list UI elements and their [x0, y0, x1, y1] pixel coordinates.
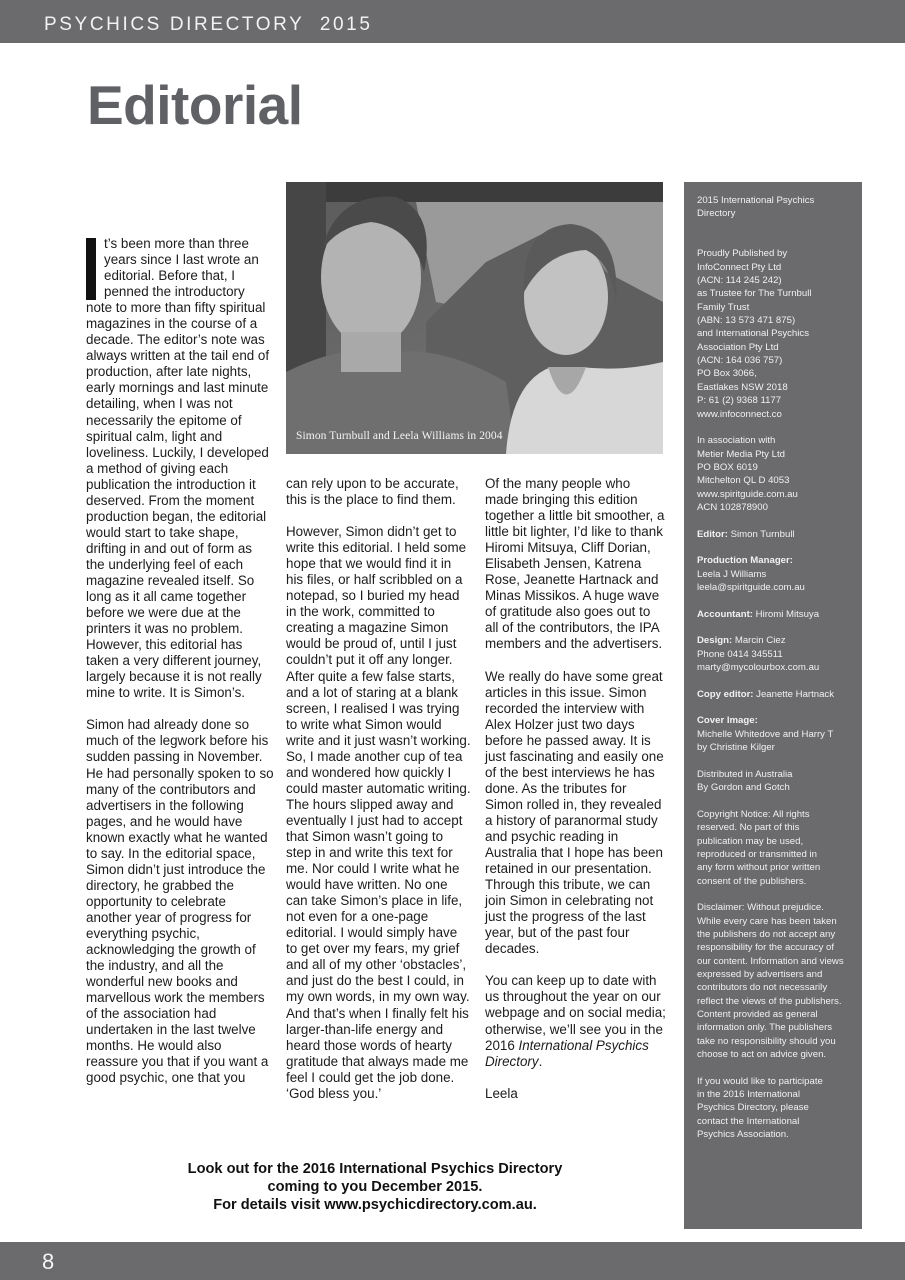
- participate-info: If you would like to participate in the 2016 International Psychics Directory, please contact the International Psychics Association.: [697, 1075, 823, 1141]
- article-paragraph: Of the many people who made bringing this edition together a little bit smoother, a little bit lighter, I’d like to thank Hiromi Mitsuya, Cliff Dorian, Elisabeth Jensen, Katrena Rose, Jeanette Hartnack and Minas Missikos. A huge wave of gratitude also goes out to all of the contributors, the IPA members and the advertisers.: [485, 476, 665, 652]
- credit-cover-image: Cover Image: Michelle Whitedove and Harry T by Christine Kilger: [697, 715, 834, 754]
- article-paragraph: Simon had already done so much of the legwork before his sudden passing in November. He had personally spoken to so many of the contributors and advertisers in the following pages, and he would have known exactly what he wanted to say. In the editorial space, Simon didn’t just introduce the directory, he grabbed the opportunity to celebrate another year of progress for everything psychic, acknowledging the growth of the industry, and all the wonderful new books and marvellous work the members of the association had undertaken in the last twelve months. He would also reassure you that if you want a good psychic, one that you: [86, 717, 274, 1086]
- disclaimer: Disclaimer: Without prejudice. While every care has been taken the publishers do not accept any responsibility for the accuracy of our content. Information and views expressed by advertisers and contributors do not necessarily reflect the views of the publishers. Content provided as general information only. The publishers take no responsibility should you choose to act on advice given.: [697, 902, 844, 1060]
- page-title: Editorial: [87, 74, 303, 136]
- credit-accountant: Accountant: Hiromi Mitsuya: [697, 608, 820, 620]
- promo-announcement: [150, 1160, 600, 1215]
- signature: Leela: [485, 1085, 518, 1101]
- publication-title: PSYCHICS DIRECTORY 2015: [44, 14, 373, 35]
- article-paragraph: However, Simon didn’t get to write this editorial. I held some hope that we would find it in his files, or half scribbled on a notepad, so I buried my head in the work, committed to creating a magazine Simon would be proud of, until I just couldn’t put it off any longer. After quite a few false starts, and a lot of staring at a blank screen, I realised I was trying to write what Simon would write and it just wasn’t working. So, I made another cup of tea and wondered how quickly I could master automatic writing. The hours slipped away and eventually I just had to accept that Simon wasn’t going to step in and write this text for me. Nor could I write what he would have written. No one can take Simon’s place in life, not even for a one-page editorial. I would simply have to get over my fears, my grief and all of my other ‘obstacles’, and just do the best I could, in my own words, in my own way. And that’s when I finally felt his larger-than-life energy and heard those words of hearty gratitude that always made me feel I could get the job done. ‘God bless you.’: [286, 524, 471, 1101]
- publication-name-italic: International Psychics Directory: [485, 1037, 649, 1069]
- copyright-notice: Copyright Notice: All rights reserved. No part of this publication may be used, reproduced or transmitted in any form without prior written consent of the publishers.: [697, 808, 821, 887]
- sidebar-title: 2015 International Psychics Directory: [697, 195, 815, 220]
- promo-line-1: Look out for the 2016 International Psychics Directory: [187, 1161, 563, 1177]
- promo-line-3: For details visit www.psychicdirectory.com.au.: [213, 1197, 537, 1214]
- distribution-info: Distributed in Australia By Gordon and Gotch: [697, 768, 793, 794]
- article-paragraph: You can keep up to date with us throughout the year on our webpage and on social media; otherwise, we’ll see you in the 2016 International Psychics Directory.: [485, 973, 666, 1069]
- credit-copy-editor: Copy editor: Jeanette Hartnack: [697, 688, 835, 700]
- page-number: 8: [42, 1249, 55, 1274]
- credit-design: Design: Marcin Ciez Phone 0414 345511 marty@mycolourbox.com.au: [697, 635, 820, 674]
- credit-production-manager: Production Manager: Leela J Williams leela@spiritguide.com.au: [697, 555, 805, 593]
- photo-image: [286, 182, 663, 454]
- promo-line-2: coming to you December 2015.: [267, 1179, 483, 1196]
- article-column-2: [286, 476, 472, 1102]
- dropcap-i: [86, 238, 96, 300]
- masthead-sidebar: [684, 182, 862, 1229]
- article-paragraph: t’s been more than three years since I last wrote an editorial. Before that, I penned the introductory note to more than fifty spiritual magazines in the course of a decade. The editor’s note was always written at the tail end of production, after late nights, early mornings and last minute detailing, when I was not necessarily the epitome of spiritual calm, light and loveliness. Luckily, I developed a method of giving each publication the introduction it deserved. From the moment production began, the editorial would start to take shape, drifting in and out of form as the underlying feel of each magazine revealed itself. So long as it all came together before we were due at the printers it was no problem. However, this editorial has taken a very different journey, largely because it is not really mine to write. It is Simon’s.: [86, 236, 270, 701]
- editorial-photo: [286, 182, 663, 454]
- article-paragraph: We really do have some great articles in this issue. Simon recorded the interview with Alex Holzer just two days before he passed away. It is just fascinating and easily one of the best interviews he has done. As the tributes for Simon rolled in, they revealed a history of paranormal study and psychic reading in Australia that I hope has been retained in our presentation. Through this tribute, we can join Simon in celebrating not just the progress of the last year, but of the past four decades.: [485, 668, 664, 957]
- publisher-info: Proudly Published by InfoConnect Pty Ltd (ACN: 114 245 242) as Trustee for The Turnbull Family Trust (ABN: 13 573 471 875) and International Psychics Association Pty Ltd (ACN: 164 036 757) PO Box 3066, Eastlakes NSW 2018 P: 61 (2) 9368 1177 www.infoconnect.co: [697, 248, 812, 420]
- credit-editor: Editor: Simon Turnbull: [697, 528, 795, 540]
- article-paragraph: can rely upon to be accurate, this is the place to find them.: [286, 476, 459, 508]
- photo-caption: Simon Turnbull and Leela Williams in 2004: [296, 430, 503, 442]
- header-bar: [0, 0, 905, 43]
- article-column-3: [485, 476, 667, 1102]
- article-column-1: [86, 236, 274, 1086]
- footer-bar: [0, 1242, 905, 1280]
- association-info: In association with Metier Media Pty Ltd PO BOX 6019 Mitchelton QL D 4053 www.spiritguide.com.au ACN 102878900: [697, 435, 798, 513]
